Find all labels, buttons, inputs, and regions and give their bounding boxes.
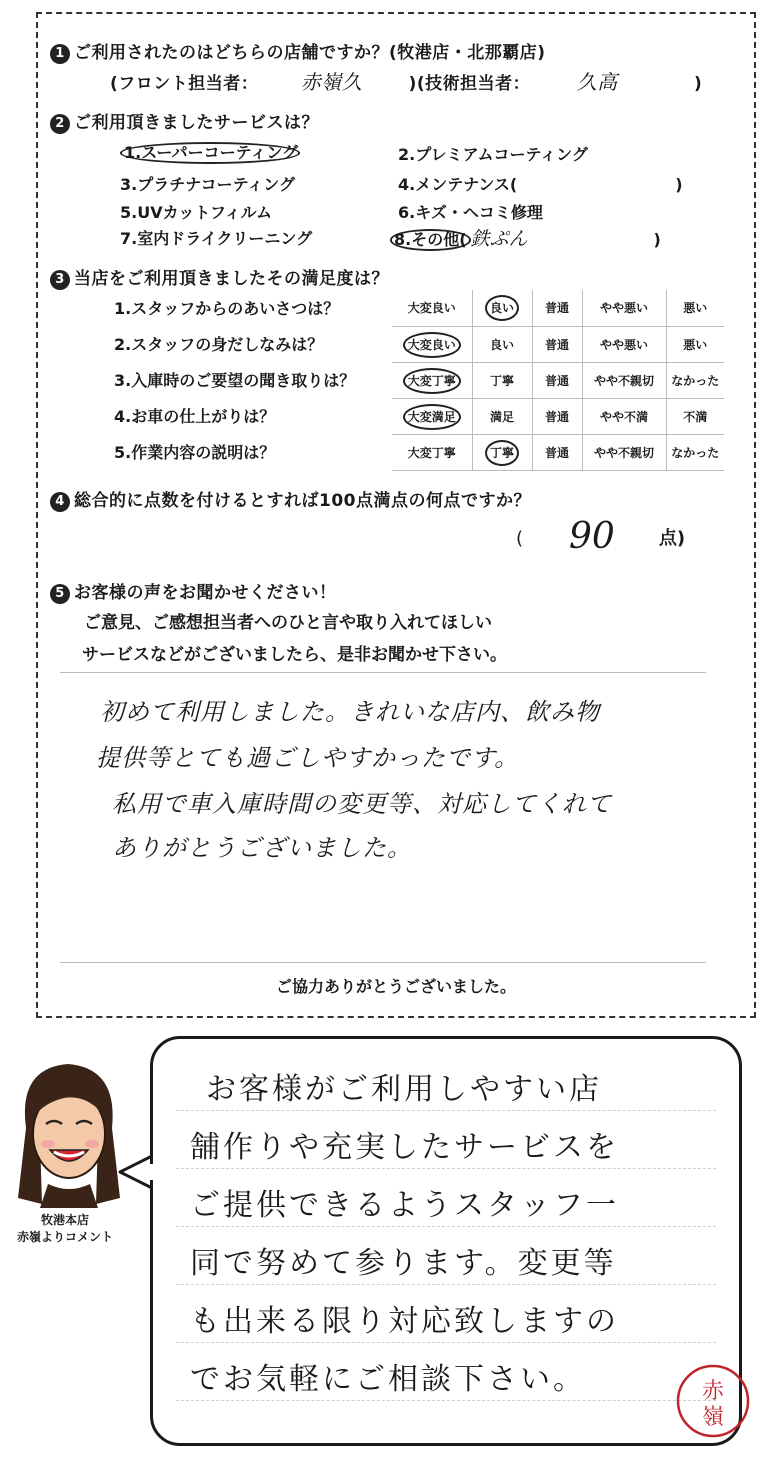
staff-caption	[10, 1212, 120, 1246]
service-option-6: 6.キズ・ヘコミ修理	[398, 203, 543, 222]
sat-cell: 悪い	[666, 326, 724, 362]
sat-cell-selected: 丁寧	[472, 434, 532, 470]
q1-question	[50, 38, 546, 64]
q5-number-badge: 5	[50, 584, 70, 604]
q1-staff-line	[110, 66, 702, 95]
customer-comment-line-2: 提供等とても過ごしやすかったです。	[96, 744, 520, 772]
service-option-2: 2.プレミアムコーティング	[398, 145, 588, 164]
sat-cell: やや不親切	[582, 362, 666, 398]
reply-line-4: 同で努めて参ります。変更等	[190, 1246, 617, 1281]
sat-row-2	[392, 326, 724, 362]
sat-cell: 大変良い	[407, 301, 456, 316]
q3-question	[50, 264, 389, 290]
q1-text: ご利用されたのはどちらの店舗ですか？(牧港店・北那覇店)	[74, 43, 546, 63]
thanks-text: ご協力ありがとうございました。	[275, 977, 516, 996]
reply-rule	[176, 1284, 716, 1285]
sat-cell: 丁寧	[472, 362, 532, 398]
q5-question	[50, 578, 337, 604]
sat-cell: 普通	[532, 398, 582, 434]
satisfaction-table	[392, 290, 724, 471]
sat-cell: やや不親切	[582, 434, 666, 470]
q5-text: お客様の声をお聞かせください！	[74, 583, 337, 603]
reply-rule	[176, 1342, 716, 1343]
reply-line-2: 舗作りや充実したサービスを	[190, 1130, 619, 1165]
service-8-close: )	[653, 230, 661, 249]
svg-text:赤: 赤	[701, 1379, 725, 1404]
q2-text: ご利用頂きましたサービスは？	[74, 113, 319, 133]
service-option-1	[120, 142, 300, 164]
sat-question-1: 1.スタッフからのあいさつは？	[114, 299, 340, 318]
sat-question-4: 4.お車の仕上がりは？	[114, 407, 276, 426]
q5-instruction-line-3: サービスなどがございましたら、是非お聞かせ下さい。	[82, 645, 507, 665]
sat-cell: 普通	[532, 434, 582, 470]
reply-line-1: お客様がご利用しやすい店	[206, 1072, 602, 1107]
service-8-other-value: 鉄ぷん	[470, 228, 528, 250]
front-staff-label: (フロント担当者：	[110, 74, 259, 94]
sat-cell: 不満	[666, 398, 724, 434]
sat-cell: やや悪い	[582, 290, 666, 326]
score-open-paren: (	[516, 528, 524, 549]
sat-cell-selected: 大変満足	[392, 398, 472, 434]
q2-number-badge: 2	[50, 114, 70, 134]
service-option-7: 7.室内ドライクリーニング	[120, 229, 313, 248]
score-unit: 点)	[658, 528, 686, 549]
tech-staff-label: )(技術担当者：	[408, 74, 531, 94]
service-option-8	[390, 224, 661, 251]
sat-cell-selected: 大変丁寧	[392, 362, 472, 398]
q1-number-badge: 1	[50, 44, 70, 64]
sat-cell: 普通	[532, 362, 582, 398]
svg-text:嶺: 嶺	[701, 1405, 725, 1430]
sat-question-5: 5.作業内容の説明は？	[114, 443, 276, 462]
customer-comment-line-4: ありがとうございました。	[112, 834, 412, 862]
service-4-label: 4.メンテナンス(	[398, 175, 518, 194]
service-1-label: 1.スーパーコーティング	[124, 143, 299, 162]
score-answer	[516, 516, 685, 557]
front-staff-value: 赤嶺久	[300, 70, 363, 94]
service-8-circle	[390, 229, 471, 251]
sat-row-3	[392, 362, 724, 398]
sat-cell: やや不満	[582, 398, 666, 434]
q4-question	[50, 486, 531, 512]
tech-staff-value: 久高	[576, 70, 618, 94]
reply-line-5: も出来る限り対応致しますの	[190, 1304, 619, 1339]
sat-cell: 良い	[472, 326, 532, 362]
sat-cell-selected: 大変良い	[392, 326, 472, 362]
staff-caption-name: 赤嶺よりコメント	[16, 1230, 113, 1244]
service-option-4	[398, 172, 683, 195]
sat-question-2: 2.スタッフの身だしなみは？	[114, 335, 324, 354]
service-8-label: 8.その他(	[394, 230, 467, 249]
sat-cell: やや悪い	[582, 326, 666, 362]
staff-avatar	[8, 1058, 128, 1208]
q2-question	[50, 108, 319, 134]
sat-cell: 満足	[472, 398, 532, 434]
customer-comment-line-1: 初めて利用しました。きれいな店内、飲み物	[100, 698, 600, 726]
q3-number-badge: 3	[50, 270, 70, 290]
customer-comment-line-3: 私用で車入庫時間の変更等、対応してくれて	[112, 790, 612, 818]
reply-rule	[176, 1168, 716, 1169]
sat-cell: なかった	[666, 362, 724, 398]
bubble-tail-joint	[150, 1164, 158, 1180]
sat-question-3: 3.入庫時のご要望の聞き取りは？	[114, 371, 356, 390]
sat-cell: 悪い	[666, 290, 724, 326]
service-option-5: 5.UVカットフィルム	[120, 203, 273, 222]
reply-line-3: ご提供できるようスタッフ一	[190, 1188, 619, 1223]
sat-row-4	[392, 398, 724, 434]
q5-instruction-line-2: ご意見、ご感想担当者へのひと言や取り入れてほしい	[84, 613, 492, 633]
q3-text: 当店をご利用頂きましたその満足度は？	[74, 269, 389, 289]
q4-text: 総合的に点数を付けるとすれば100点満点の何点ですか？	[74, 491, 531, 511]
sat-cell: 大変丁寧	[407, 445, 456, 460]
reply-rule	[176, 1110, 716, 1111]
score-value: 90	[569, 516, 615, 557]
sat-row-1	[392, 290, 724, 326]
staff-caption-store: 牧港本店	[40, 1213, 89, 1227]
reply-line-6: でお気軽にご相談下さい。	[190, 1362, 586, 1397]
red-seal-stamp-icon	[674, 1362, 752, 1440]
service-4-close: )	[675, 175, 683, 194]
rule-line	[60, 962, 706, 963]
reply-rule	[176, 1226, 716, 1227]
sat-cell-selected: 良い	[472, 290, 532, 326]
service-option-3: 3.プラチナコーティング	[120, 175, 295, 194]
sat-cell: なかった	[666, 434, 724, 470]
q4-number-badge: 4	[50, 492, 70, 512]
sat-cell: 普通	[532, 290, 582, 326]
sat-cell: 普通	[532, 326, 582, 362]
sat-row-5	[392, 434, 724, 470]
rule-line	[60, 672, 706, 673]
staff-portrait-icon	[8, 1058, 128, 1208]
reply-rule	[176, 1400, 716, 1401]
q1-close-paren: )	[694, 74, 703, 94]
service-1-circle	[120, 142, 300, 164]
